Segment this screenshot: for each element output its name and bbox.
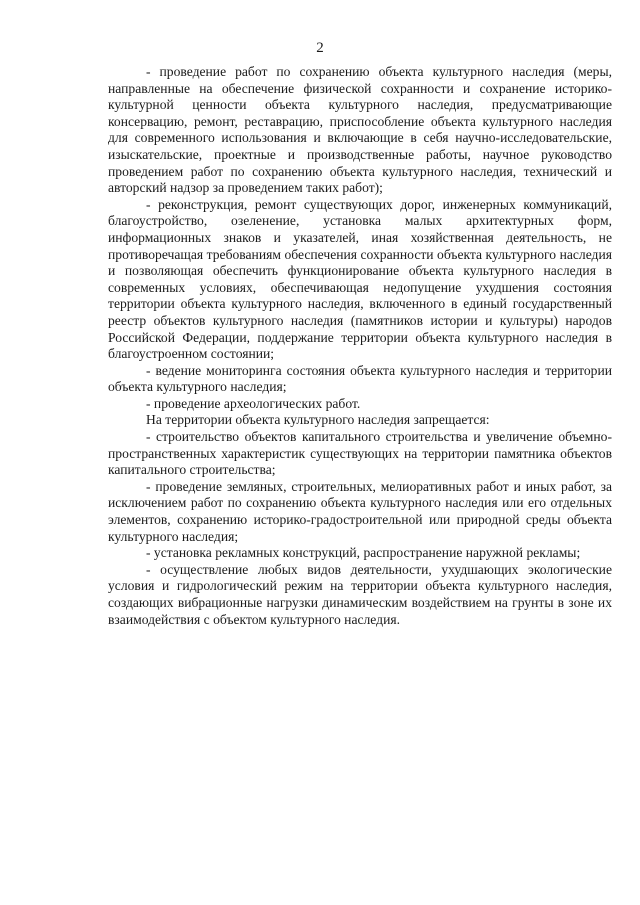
paragraph: - проведение работ по сохранению объекта культурного наследия (меры, направленные на обеспечение физической сохранности и сохранение историко-культурной ценности объекта культурного наследия, предусматривающие консервацию, ремонт, реставрацию, приспособление объекта культурного наследия для современного использования и включающие в себя научно-исследовательские, изыскательские, проектные и производственные работы, научное руководство проведением работ по сохранению объекта культурного наследия, технический и авторский надзор за проведением таких работ); [108, 64, 612, 196]
paragraph: - проведение земляных, строительных, мелиоративных работ и иных работ, за исключением работ по сохранению объекта культурного наследия или его отдельных элементов, сохранению историко-градостроительной или природной среды объекта культурного наследия; [108, 478, 612, 544]
paragraph: - проведение археологических работ. [146, 395, 361, 411]
page-number: 2 [316, 40, 324, 56]
paragraph: - реконструкция, ремонт существующих дорог, инженерных коммуникаций, благоустройство, озеленение, установка малых архитектурных форм, информационных знаков и указателей, иная хозяйственная деятельность, не противоречащая требованиям обеспечения сохранности объекта культурного наследия и позволяющая обеспечить функционирование объекта культурного наследия в современных условиях, обеспечивающая недопущение ухудшения состояния территории объекта культурного наследия, включенного в единый государственный реестр объектов культурного наследия (памятников истории и культуры) народов Российской Федерации, поддержание территории объекта культурного наследия в благоустроенном состоянии; [108, 196, 612, 362]
paragraph: - строительство объектов капитального строительства и увеличение объемно-пространственных характеристик существующих на территории памятника объектов капитального строительства; [108, 429, 612, 478]
paragraph: - осуществление любых видов деятельности, ухудшающих экологические условия и гидрологический режим на территории объекта культурного наследия, создающих вибрационные нагрузки динамическим воздействием на грунты в зоне их взаимодействия с объектом культурного наследия. [108, 561, 612, 627]
paragraph: - установка рекламных конструкций, распространение наружной рекламы; [146, 545, 581, 561]
document-body [108, 64, 612, 628]
paragraph: На территории объекта культурного наследия запрещается: [146, 412, 490, 428]
paragraph: - ведение мониторинга состояния объекта культурного наследия и территории объекта культурного наследия; [108, 362, 612, 395]
